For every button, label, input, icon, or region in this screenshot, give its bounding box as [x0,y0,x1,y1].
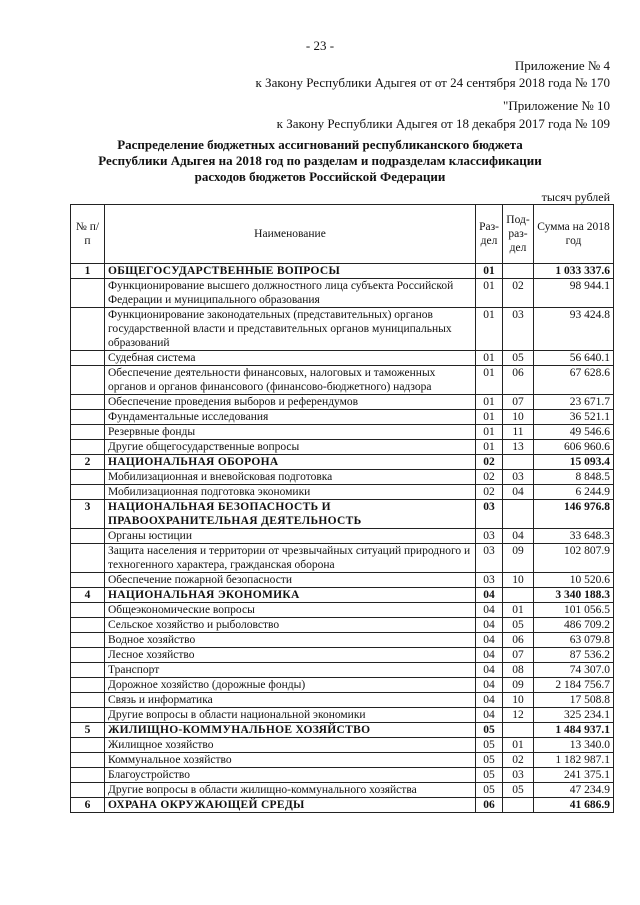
row-sum: 10 520.6 [534,573,614,588]
row-number [71,410,105,425]
row-number [71,768,105,783]
row-name: ОХРАНА ОКРУЖАЮЩЕЙ СРЕДЫ [105,798,476,813]
row-number [71,708,105,723]
row-podrazdel: 04 [503,485,534,500]
row-sum: 1 484 937.1 [534,723,614,738]
row-razdel: 02 [476,470,503,485]
row-podrazdel: 03 [503,308,534,351]
row-sum: 49 546.6 [534,425,614,440]
row-razdel: 03 [476,529,503,544]
col-podrazdel-header: Под-раз-дел [503,205,534,264]
row-name: Связь и информатика [105,693,476,708]
row-number [71,678,105,693]
row-number: 2 [71,455,105,470]
row-sum: 102 807.9 [534,544,614,573]
section-row [71,455,614,470]
row-sum: 3 340 188.3 [534,588,614,603]
table-row [71,544,614,573]
row-number [71,633,105,648]
row-name: Мобилизационная подготовка экономики [105,485,476,500]
budget-table [70,204,614,813]
row-sum: 63 079.8 [534,633,614,648]
row-podrazdel: 09 [503,678,534,693]
row-number [71,485,105,500]
row-podrazdel: 04 [503,529,534,544]
page-number: - 23 - [305,38,335,53]
col-sum-header: Сумма на 2018 год [534,205,614,264]
table-row [71,678,614,693]
table-row [71,279,614,308]
row-name: Общеэкономические вопросы [105,603,476,618]
row-podrazdel: 09 [503,544,534,573]
row-sum: 41 686.9 [534,798,614,813]
row-podrazdel: 01 [503,738,534,753]
table-row [71,425,614,440]
row-number [71,663,105,678]
row-number [71,440,105,455]
row-number [71,351,105,366]
row-sum: 241 375.1 [534,768,614,783]
row-name: Функционирование законодательных (представительных) органов государственной власти и представительных органов муниципальных образований [105,308,476,351]
row-podrazdel [503,455,534,470]
row-razdel: 04 [476,633,503,648]
table-row [71,485,614,500]
row-name: Органы юстиции [105,529,476,544]
row-sum: 67 628.6 [534,366,614,395]
row-number: 6 [71,798,105,813]
row-podrazdel: 05 [503,351,534,366]
row-podrazdel: 05 [503,618,534,633]
row-name: Дорожное хозяйство (дорожные фонды) [105,678,476,693]
row-name: Другие вопросы в области национальной экономики [105,708,476,723]
table-row [71,529,614,544]
row-name: Сельское хозяйство и рыболовство [105,618,476,633]
row-number [71,738,105,753]
document-title [0,137,640,185]
row-podrazdel: 02 [503,753,534,768]
law-original-reference: к Закону Республики Адыгея от 18 декабря 2017 года № 109 [276,116,610,131]
row-sum: 1 182 987.1 [534,753,614,768]
section-row [71,798,614,813]
row-razdel: 01 [476,279,503,308]
col-razdel-header: Раз-дел [476,205,503,264]
row-razdel: 04 [476,648,503,663]
row-podrazdel: 01 [503,603,534,618]
row-podrazdel [503,264,534,279]
row-number: 4 [71,588,105,603]
row-sum: 93 424.8 [534,308,614,351]
row-name: НАЦИОНАЛЬНАЯ ОБОРОНА [105,455,476,470]
table-row [71,783,614,798]
row-number [71,425,105,440]
row-name: Мобилизационная и вневойсковая подготовка [105,470,476,485]
row-number [71,366,105,395]
row-razdel: 04 [476,663,503,678]
row-name: Фундаментальные исследования [105,410,476,425]
row-number [71,529,105,544]
row-razdel: 05 [476,723,503,738]
row-razdel: 03 [476,500,503,529]
row-razdel: 06 [476,798,503,813]
table-header [71,205,614,264]
row-name: Другие вопросы в области жилищно-коммунального хозяйства [105,783,476,798]
row-razdel: 01 [476,395,503,410]
row-podrazdel: 06 [503,633,534,648]
row-name: Функционирование высшего должностного лица субъекта Российской Федерации и муниципального образования [105,279,476,308]
row-podrazdel: 13 [503,440,534,455]
row-number [71,753,105,768]
table-row [71,753,614,768]
section-row [71,500,614,529]
row-sum: 13 340.0 [534,738,614,753]
row-name: Обеспечение пожарной безопасности [105,573,476,588]
row-podrazdel: 07 [503,395,534,410]
row-sum: 1 033 337.6 [534,264,614,279]
section-row [71,588,614,603]
row-name: Водное хозяйство [105,633,476,648]
row-number: 1 [71,264,105,279]
row-podrazdel: 03 [503,768,534,783]
row-sum: 606 960.6 [534,440,614,455]
row-razdel: 05 [476,753,503,768]
appendix-label: Приложение № 4 [514,58,610,73]
row-sum: 47 234.9 [534,783,614,798]
row-number [71,544,105,573]
row-name: Обеспечение деятельности финансовых, налоговых и таможенных органов и органов финансового (финансово-бюджетного) надзора [105,366,476,395]
row-sum: 36 521.1 [534,410,614,425]
row-number: 3 [71,500,105,529]
row-sum: 486 709.2 [534,618,614,633]
title-line-3: расходов бюджетов Российской Федерации [194,169,446,184]
table-row [71,366,614,395]
row-razdel: 05 [476,738,503,753]
row-razdel: 04 [476,693,503,708]
row-razdel: 01 [476,351,503,366]
row-razdel: 04 [476,618,503,633]
table-row [71,573,614,588]
section-row [71,264,614,279]
row-name: Судебная система [105,351,476,366]
row-name: ЖИЛИЩНО-КОММУНАЛЬНОЕ ХОЗЯЙСТВО [105,723,476,738]
row-number [71,618,105,633]
row-name: ОБЩЕГОСУДАРСТВЕННЫЕ ВОПРОСЫ [105,264,476,279]
table-row [71,768,614,783]
row-sum: 6 244.9 [534,485,614,500]
row-number [71,279,105,308]
row-razdel: 01 [476,410,503,425]
row-number [71,573,105,588]
table-row [71,395,614,410]
row-razdel: 04 [476,603,503,618]
title-line-1: Распределение бюджетных ассигнований республиканского бюджета [117,137,523,152]
row-name: Обеспечение проведения выборов и референдумов [105,395,476,410]
row-podrazdel: 03 [503,470,534,485]
row-name: Коммунальное хозяйство [105,753,476,768]
row-podrazdel: 12 [503,708,534,723]
row-razdel: 04 [476,678,503,693]
table-row [71,440,614,455]
row-sum: 23 671.7 [534,395,614,410]
table-row [71,470,614,485]
row-podrazdel: 11 [503,425,534,440]
law-reference: к Закону Республики Адыгея от от 24 сентября 2018 года № 170 [255,75,610,90]
row-podrazdel: 06 [503,366,534,395]
row-sum: 98 944.1 [534,279,614,308]
row-number [71,783,105,798]
row-name: Транспорт [105,663,476,678]
row-sum: 17 508.8 [534,693,614,708]
section-row [71,723,614,738]
row-podrazdel [503,798,534,813]
row-razdel: 05 [476,768,503,783]
col-num-header: № п/п [71,205,105,264]
row-sum: 33 648.3 [534,529,614,544]
row-number [71,308,105,351]
title-line-2: Республики Адыгея на 2018 год по разделам и подразделам классификации [98,153,542,168]
row-number [71,603,105,618]
row-number: 5 [71,723,105,738]
table-row [71,618,614,633]
row-name: НАЦИОНАЛЬНАЯ ЭКОНОМИКА [105,588,476,603]
row-sum: 146 976.8 [534,500,614,529]
row-sum: 15 093.4 [534,455,614,470]
row-podrazdel: 02 [503,279,534,308]
row-sum: 74 307.0 [534,663,614,678]
row-razdel: 03 [476,573,503,588]
row-podrazdel [503,723,534,738]
row-number [71,648,105,663]
row-razdel: 04 [476,588,503,603]
table-row [71,410,614,425]
row-name: Другие общегосударственные вопросы [105,440,476,455]
row-razdel: 01 [476,425,503,440]
table-row [71,663,614,678]
col-name-header: Наименование [105,205,476,264]
row-podrazdel: 10 [503,410,534,425]
row-razdel: 01 [476,264,503,279]
row-razdel: 01 [476,366,503,395]
row-sum: 325 234.1 [534,708,614,723]
row-sum: 56 640.1 [534,351,614,366]
row-podrazdel: 10 [503,573,534,588]
row-name: НАЦИОНАЛЬНАЯ БЕЗОПАСНОСТЬ И ПРАВООХРАНИТЕЛЬНАЯ ДЕЯТЕЛЬНОСТЬ [105,500,476,529]
row-razdel: 05 [476,783,503,798]
row-number [71,395,105,410]
table-row [71,738,614,753]
units-label: тысяч рублей [541,190,610,204]
row-podrazdel: 07 [503,648,534,663]
row-name: Резервные фонды [105,425,476,440]
table-row [71,708,614,723]
row-sum: 87 536.2 [534,648,614,663]
table-row [71,351,614,366]
appendix-original-label: "Приложение № 10 [503,98,610,113]
row-podrazdel [503,500,534,529]
row-razdel: 02 [476,485,503,500]
row-razdel: 02 [476,455,503,470]
row-podrazdel: 05 [503,783,534,798]
row-podrazdel: 10 [503,693,534,708]
row-number [71,693,105,708]
row-razdel: 03 [476,544,503,573]
row-number [71,470,105,485]
row-name: Лесное хозяйство [105,648,476,663]
row-razdel: 01 [476,308,503,351]
row-razdel: 04 [476,708,503,723]
row-name: Защита населения и территории от чрезвычайных ситуаций природного и техногенного характера, гражданская оборона [105,544,476,573]
row-name: Жилищное хозяйство [105,738,476,753]
row-name: Благоустройство [105,768,476,783]
table-row [71,648,614,663]
table-row [71,603,614,618]
row-sum: 2 184 756.7 [534,678,614,693]
row-sum: 8 848.5 [534,470,614,485]
row-podrazdel [503,588,534,603]
row-podrazdel: 08 [503,663,534,678]
table-row [71,633,614,648]
table-row [71,693,614,708]
row-sum: 101 056.5 [534,603,614,618]
table-row [71,308,614,351]
row-razdel: 01 [476,440,503,455]
